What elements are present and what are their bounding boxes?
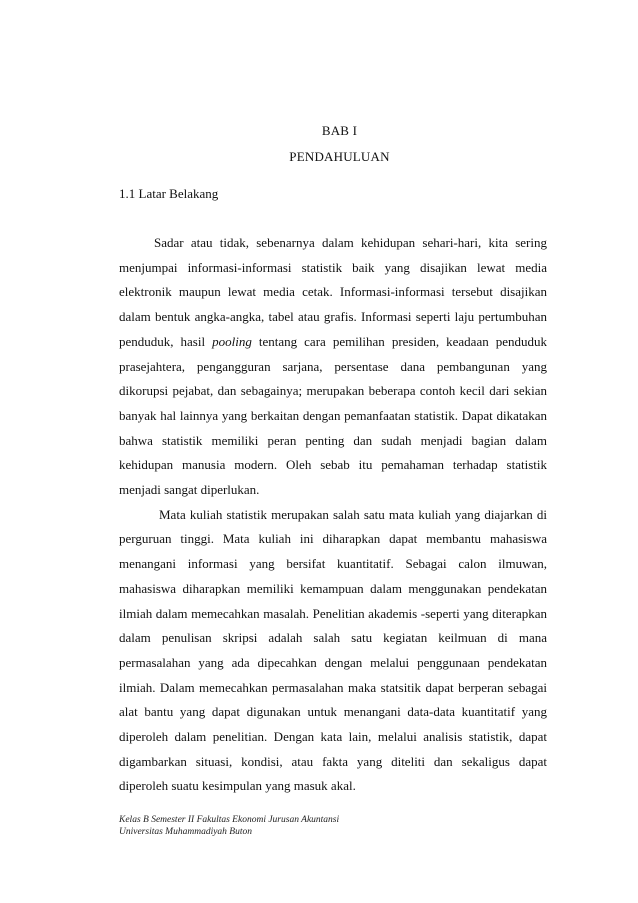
- footer-line-2: Universitas Muhammadiyah Buton: [119, 827, 252, 837]
- page-footer: [119, 814, 339, 838]
- section-heading: 1.1 Latar Belakang: [119, 186, 219, 201]
- paragraph-2: Mata kuliah statistik merupakan salah satu mata kuliah yang diajarkan di perguruan tinggi. Mata kuliah ini diharapkan dapat membantu mahasiswa menangani informasi yang bersifat kuantitatif. Sebagai calon ilmuwan, mahasiswa diharapkan memiliki kemampuan dalam menggunakan pendekatan ilmiah dalam memecahkan masalah. Penelitian akademis -seperti yang diterapkan dalam penulisan skripsi adalah salah satu kegiatan keilmuan di mana permasalahan yang ada dipecahkan dengan melalui penggunaan pendekatan ilmiah. Dalam memecahkan permasalahan maka statsitik dapat berperan sebagai alat bantu yang dapat digunakan untuk menangani data-data kuantitatif yang diperoleh dalam penelitian. Dengan kata lain, melalui analisis statistik, dapat digambarkan situasi, kondisi, atau fakta yang diteliti dan sekaligus dapat diperoleh suatu kesimpulan yang masuk akal.: [119, 506, 547, 794]
- paragraph-1: [119, 231, 547, 503]
- paragraph-1-italic-term: pooling: [212, 333, 252, 349]
- footer-line-1: Kelas B Semester II Fakultas Ekonomi Jurusan Akuntansi: [119, 815, 340, 825]
- body-text: [119, 231, 547, 799]
- paragraph-1-part-b: tentang cara pemilihan presiden, keadaan penduduk prasejahtera, pengangguran sarjana, persentase dana pembangunan yang dikorupsi pejabat, dan sebagainya; merupakan beberapa contoh kecil dari sekian banyak hal lainnya yang berkaitan dengan pemanfaatan statistik. Dapat dikatakan bahwa statistik memiliki peran penting dan sudah menjadi bagian dalam kehidupan manusia modern. Oleh sebab itu pemahaman terhadap statistik menjadi sangat diperlukan.: [119, 333, 548, 498]
- paragraph-1-part-a: Sadar atau tidak, sebenarnya dalam kehidupan sehari-hari, kita sering menjumpai informasi-informasi statistik baik yang disajikan lewat media elektronik maupun lewat media cetak. Informasi-informasi tersebut disajikan dalam bentuk angka-angka, tabel atau grafis. Informasi seperti laju pertumbuhan penduduk, hasil: [119, 235, 547, 349]
- chapter-title: PENDAHULUAN: [289, 149, 390, 164]
- chapter-number: BAB I: [321, 123, 358, 138]
